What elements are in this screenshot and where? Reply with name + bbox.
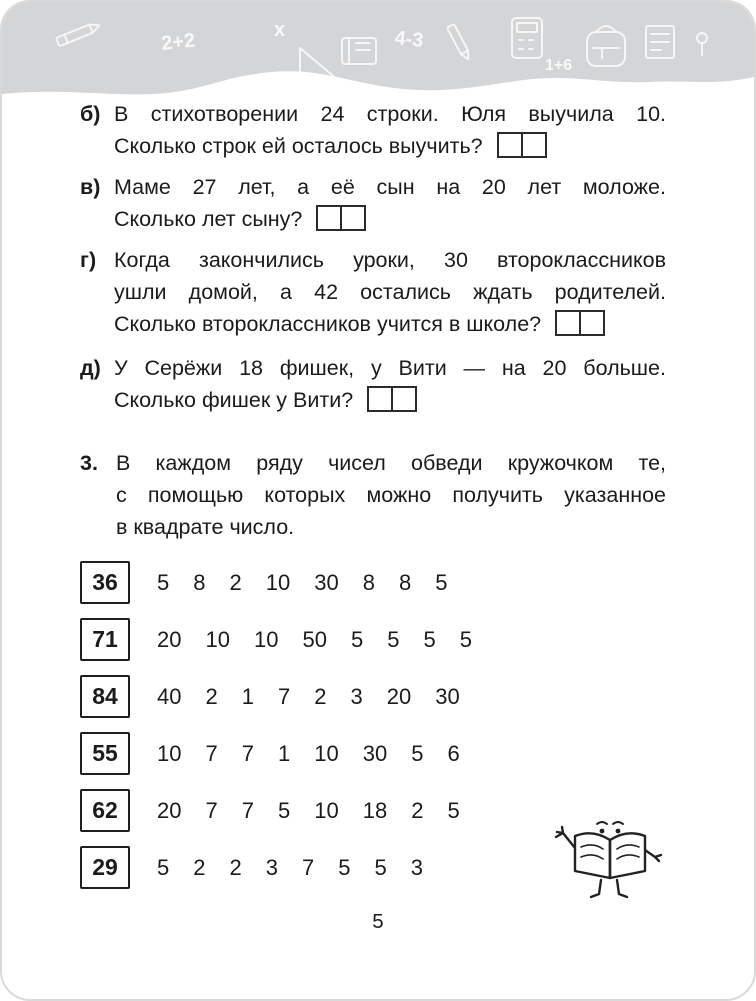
number-item: 30 (435, 683, 460, 709)
page-number: 5 (372, 910, 384, 933)
doodle-equation: 4-3 (393, 27, 425, 52)
problem-text-line: У Серёжи 18 фишек, у Вити — на 20 больше. (114, 356, 666, 380)
answer-box (555, 310, 581, 336)
answer-box (579, 310, 605, 336)
number-item: 30 (314, 569, 339, 595)
problem-label: в) (80, 175, 101, 199)
number-item: 5 (374, 854, 387, 880)
number-item: 2 (205, 683, 218, 709)
task-instruction-line: В каждом ряду чисел обведи кружочком те, (116, 451, 666, 475)
task-number: 3. (80, 451, 98, 475)
target-number-box: 36 (80, 561, 130, 604)
answer-box (367, 386, 393, 412)
number-item: 10 (253, 626, 279, 652)
problem-label: б) (80, 102, 101, 126)
number-item: 8 (362, 569, 375, 595)
problem-text-line (114, 130, 666, 162)
number-list (157, 855, 423, 881)
number-item: 5 (338, 854, 351, 880)
number-item: 5 (387, 626, 400, 652)
number-item: 2 (411, 797, 424, 823)
number-item: 6 (447, 740, 460, 766)
task-instruction-line: в квадрате число. (116, 515, 295, 539)
number-item: 5 (277, 797, 291, 823)
number-item: 8 (193, 569, 206, 595)
answer-boxes (555, 310, 605, 336)
number-item: 7 (302, 854, 315, 880)
number-item: 3 (265, 854, 278, 880)
number-row (80, 675, 666, 718)
number-item: 2 (229, 854, 242, 880)
number-item: 7 (241, 740, 254, 766)
target-number-box: 71 (80, 618, 130, 661)
problem-text-line (114, 203, 666, 235)
number-item: 5 (459, 626, 472, 652)
number-item: 10 (157, 740, 182, 766)
number-item: 7 (205, 797, 218, 823)
answer-boxes (497, 132, 547, 158)
target-number-box: 62 (80, 789, 130, 832)
task-3 (80, 447, 666, 543)
number-item: 1 (277, 740, 291, 766)
target-number-box: 29 (80, 846, 130, 889)
number-item: 20 (386, 683, 412, 709)
number-item: 2 (314, 683, 327, 709)
number-item: 3 (350, 683, 363, 709)
number-item: 7 (277, 683, 291, 709)
doodle-equation: 2+2 (160, 29, 197, 55)
number-item: 7 (241, 797, 254, 823)
problem-text-line (114, 308, 666, 340)
task-instruction-line: с помощью которых можно получить указанное (116, 483, 666, 507)
number-list (157, 570, 447, 596)
number-list (157, 684, 460, 710)
header-band (2, 2, 756, 112)
target-number-box: 55 (80, 732, 130, 775)
number-item: 1 (241, 683, 254, 709)
problem-text-line: Маме 27 лет, а её сын на 20 лет моложе. (114, 175, 666, 199)
number-item: 20 (157, 626, 182, 652)
problem-question: Сколько строк ей осталось выучить? (114, 134, 483, 158)
problem-text-line (114, 384, 666, 416)
number-item: 18 (362, 797, 388, 823)
number-item: 5 (350, 626, 364, 652)
number-item: 5 (157, 854, 170, 880)
number-item: 10 (205, 626, 230, 652)
problem-b (80, 98, 666, 162)
word-problems (80, 98, 666, 416)
number-item: 40 (157, 683, 182, 709)
problem-v (80, 171, 666, 235)
number-item: 30 (362, 740, 388, 766)
answer-box (521, 132, 547, 158)
number-item: 2 (229, 569, 242, 595)
problem-text-line: ушли домой, а 42 остались ждать родителей. (114, 280, 666, 304)
problem-label: г) (80, 248, 97, 272)
book-character-icon (554, 798, 666, 904)
number-list (157, 627, 472, 653)
problem-question: Сколько второклассников учится в школе? (114, 312, 542, 336)
problem-g (80, 244, 666, 340)
number-item: 5 (157, 569, 170, 595)
number-item: 20 (157, 797, 182, 823)
number-item: 2 (193, 854, 206, 880)
number-item: 10 (265, 569, 291, 595)
answer-boxes (316, 205, 366, 231)
problem-text-line: В стихотворении 24 строки. Юля выучила 10. (114, 102, 666, 126)
number-item: 5 (435, 569, 448, 595)
problem-question: Сколько лет сыну? (114, 207, 303, 231)
target-number-box: 84 (80, 675, 130, 718)
number-list (157, 798, 460, 824)
number-item: 5 (423, 626, 436, 652)
number-item: 10 (314, 740, 339, 766)
number-item: 5 (447, 797, 460, 823)
problem-question: Сколько фишек у Вити? (114, 388, 354, 412)
doodle-equation: х (274, 19, 286, 41)
answer-box (497, 132, 523, 158)
number-list (157, 741, 460, 767)
band-shape (2, 2, 756, 94)
answer-box (340, 205, 366, 231)
problem-d (80, 352, 666, 416)
answer-boxes (367, 386, 417, 412)
number-item: 50 (302, 626, 327, 652)
answer-box (316, 205, 342, 231)
number-item: 3 (410, 854, 423, 880)
number-item: 5 (411, 740, 424, 766)
number-row (80, 732, 666, 775)
doodle-equation: 1+6 (545, 57, 573, 74)
problem-label: д) (80, 356, 101, 380)
number-item: 8 (398, 569, 412, 595)
number-item: 7 (205, 740, 218, 766)
number-item: 10 (314, 797, 339, 823)
number-row (80, 561, 666, 604)
answer-box (391, 386, 417, 412)
number-row (80, 618, 666, 661)
problem-text-line: Когда закончились уроки, 30 второклассников (114, 248, 666, 272)
page-content (80, 98, 666, 903)
